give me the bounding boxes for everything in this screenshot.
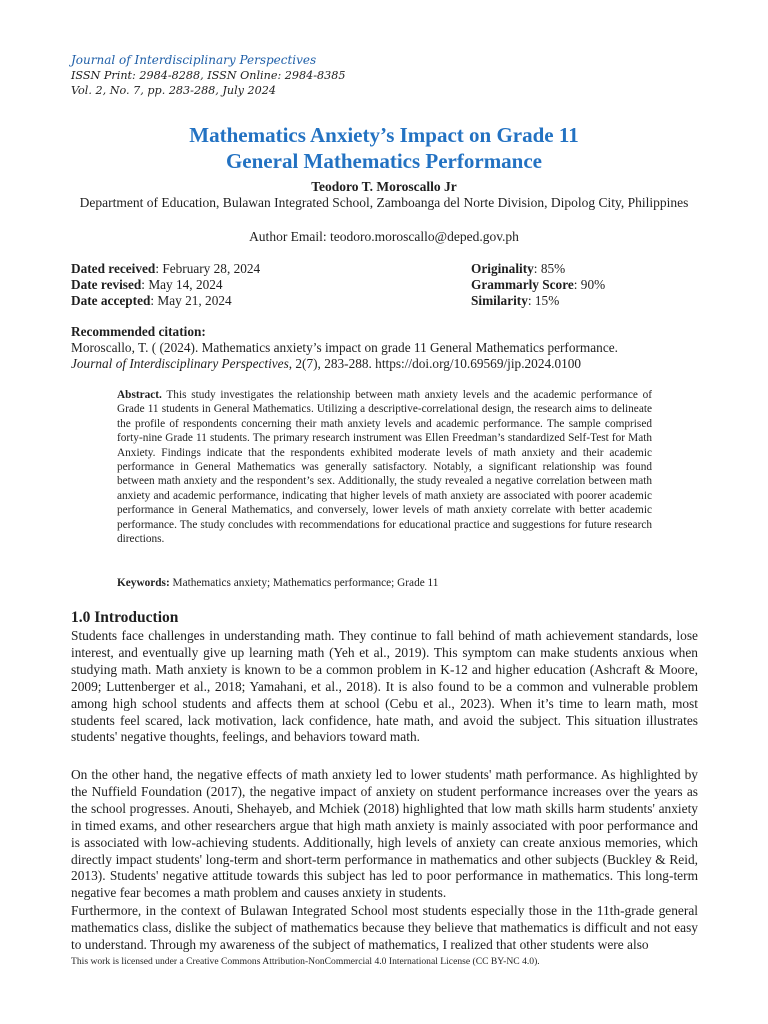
author-name: Teodoro T. Moroscallo Jr <box>311 179 457 194</box>
author-email[interactable]: Author Email: teodoro.moroscallo@deped.gov.ph <box>249 229 519 244</box>
citation-heading: Recommended citation: <box>71 324 206 339</box>
dates-block <box>71 261 260 309</box>
abstract <box>117 388 652 546</box>
score-label: Grammarly Score <box>471 277 574 292</box>
date-value: : May 21, 2024 <box>150 293 232 308</box>
score-value: : 15% <box>527 293 560 308</box>
score-label: Similarity <box>471 293 528 308</box>
paper-title <box>0 122 768 174</box>
keywords-label: Keywords: <box>117 577 170 589</box>
journal-volume: Vol. 2, No. 7, pp. 283-288, July 2024 <box>71 84 277 97</box>
score-similarity <box>471 293 605 309</box>
keywords-text: Mathematics anxiety; Mathematics performance; Grade 11 <box>169 577 439 589</box>
paper-title-line1: Mathematics Anxiety’s Impact on Grade 11 <box>189 123 579 147</box>
date-value: : May 14, 2024 <box>141 277 223 292</box>
abstract-text: This study investigates the relationship between math anxiety levels and the academic performance of Grade 11 students in General Mathematics. Utilizing a descriptive-correlational design, the research aims to delineate the profile of respondents concerning their math anxiety levels and academic performance. The sample comprised forty-nine Grade 11 students. The primary research instrument was Ellen Freedman’s standardized Self-Test for Math Anxiety. Findings indicate that the respondents exhibited moderate levels of math anxiety and their academic performance in General Mathematics was generally satisfactory. Notably, a significant relationship was found between math anxiety and the respondent’s sex. Additionally, the study revealed a negative correlation between math anxiety and academic performance, indicating that higher levels of math anxiety are associated with poorer academic performance in General Mathematics, and conversely, lower levels of math anxiety correlate with better academic performance. The study concludes with recommendations for educational practice and suggestions for future research directions. <box>117 389 652 546</box>
score-grammarly <box>471 277 605 293</box>
score-originality <box>471 261 605 277</box>
journal-issn: ISSN Print: 2984-8288, ISSN Online: 2984-8385 <box>71 69 346 82</box>
score-value: : 85% <box>533 261 566 276</box>
citation-journal: Journal of Interdisciplinary Perspectives <box>71 356 289 371</box>
date-received <box>71 261 260 277</box>
body-paragraph: Students face challenges in understanding math. They continue to fall behind of math achievement standards, lose interest, and eventually give up learning math (Yeh et al., 2019). This symptom can make students anxious when studying math. Math anxiety is known to be a common problem in K-12 and higher education (Ashcraft & Moore, 2009; Luttenberger et al., 2018; Yamahani, et al., 2018). It is also found to be a common and vulnerable problem among high school students and affects them at school (Cebu et al., 2023). When it’s time to learn math, most students feel scared, lack motivation, lack confidence, hate math, and avoid the subject. This situation illustrates students' negative thoughts, feelings, and behaviors toward math. <box>71 628 698 745</box>
date-label: Dated received <box>71 261 156 276</box>
score-label: Originality <box>471 261 534 276</box>
author-affiliation: Department of Education, Bulawan Integrated School, Zamboanga del Norte Division, Dipolog City, Philippines <box>79 195 689 210</box>
license-footer: This work is licensed under a Creative Commons Attribution-NonCommercial 4.0 International License (CC BY-NC 4.0). <box>71 956 540 967</box>
date-revised <box>71 277 260 293</box>
score-value: : 90% <box>573 277 606 292</box>
citation-line2 <box>71 356 701 372</box>
keywords <box>117 577 438 589</box>
date-label: Date accepted <box>71 293 151 308</box>
date-accepted <box>71 293 260 309</box>
paper-title-line2: General Mathematics Performance <box>225 149 543 173</box>
section-heading-introduction: 1.0 Introduction <box>71 609 179 626</box>
recommended-citation <box>71 324 701 372</box>
body-paragraph: On the other hand, the negative effects of math anxiety led to lower students' math performance. As highlighted by the Nuffield Foundation (2017), the negative impact of anxiety on student performance increases over the years as the school progresses. Anouti, Shehayeb, and Mchiek (2018) highlighted that low math skills harm students' anxiety in timed exams, and other researchers argue that high math anxiety is mainly associated with poor performance and is associated with low-achieving students. Additionally, high levels of anxiety can create anxious memories, which directly impact students' long-term and short-term performance in mathematics and other subjects (Buckley & Reid, 2013). Students' negative attitude towards this subject has led to poor performance in mathematics. This long-term negative fear becomes a math problem and causes anxiety in students. <box>71 767 698 901</box>
body-paragraph: Furthermore, in the context of Bulawan Integrated School most students especially those in the 11th-grade general mathematics class, dislike the subject of mathematics because they believe that mathematics is difficult and not easy to understand. Through my awareness of the subject of mathematics, I realized that other students were also <box>71 903 698 952</box>
abstract-label: Abstract. <box>117 389 162 401</box>
citation-line1: Moroscallo, T. ( (2024). Mathematics anxiety’s impact on grade 11 General Mathematics performance. <box>71 340 618 355</box>
journal-header <box>71 53 346 98</box>
date-label: Date revised <box>71 277 142 292</box>
journal-name[interactable]: Journal of Interdisciplinary Perspectives <box>71 53 317 67</box>
scores-block <box>471 261 605 309</box>
date-value: : February 28, 2024 <box>155 261 261 276</box>
citation-doi[interactable]: , 2(7), 283-288. https://doi.org/10.69569/jip.2024.0100 <box>288 356 582 371</box>
